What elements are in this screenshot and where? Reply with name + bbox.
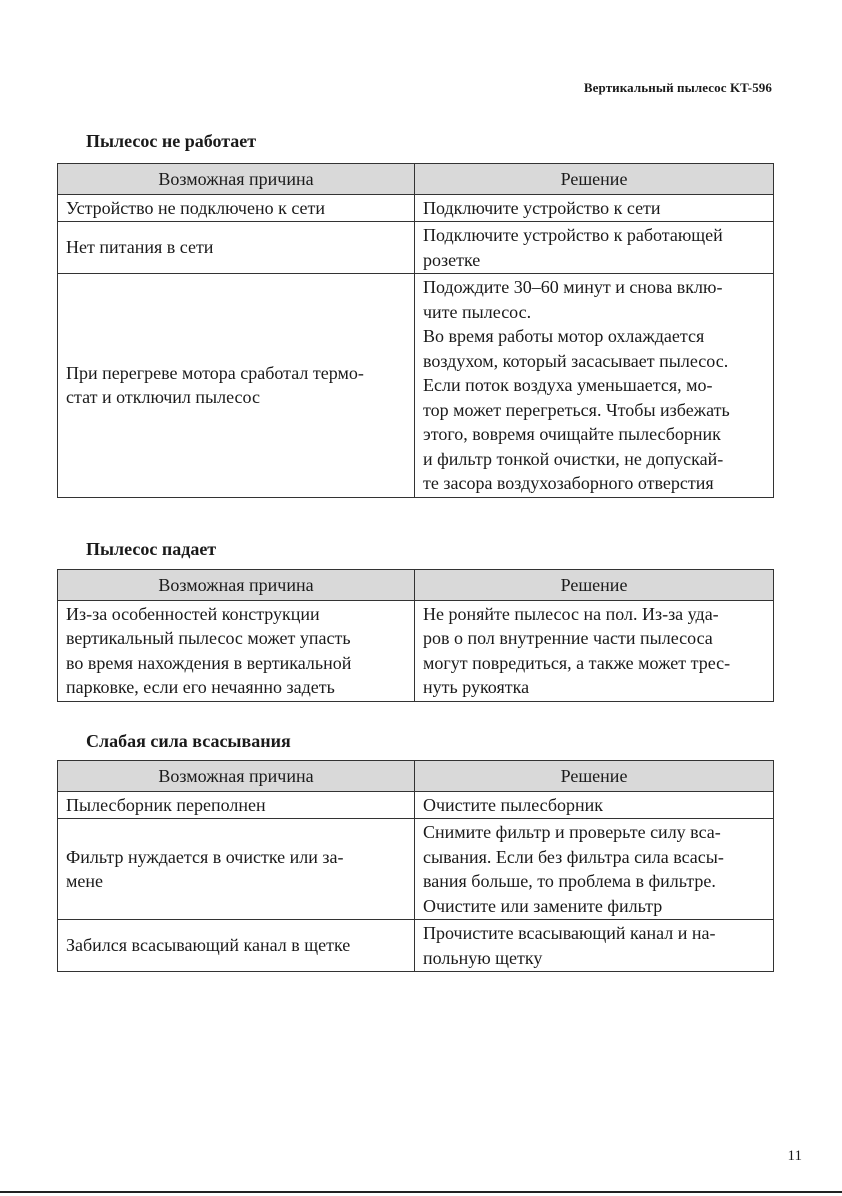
solution-cell: Не роняйте пылесос на пол. Из-за уда- ров о пол внутренние части пылесоса могут повредиться, а также может трес- нуть рукоятка (415, 600, 774, 701)
column-header-solution: Решение (415, 570, 774, 601)
cause-cell: Забился всасывающий канал в щетке (58, 920, 415, 972)
column-header-solution: Решение (415, 761, 774, 792)
section-title-falls-over: Пылесос падает (86, 539, 217, 559)
column-header-cause: Возможная причина (58, 570, 415, 601)
page-number: 11 (787, 1148, 802, 1164)
cause-cell: Нет питания в сети (58, 222, 415, 274)
solution-cell: Подождите 30–60 минут и снова вклю- чите пылесос. Во время работы мотор охлаждается воздухом, который засасывает пылесос. Если поток воздуха уменьшается, мо- тор может перегреться. Чтобы избежать этого, вовремя очищайте пылесборник и фильтр тонкой очистки, не допускай- те засора воздухозаборного отверстия (415, 274, 774, 498)
solution-cell: Прочистите всасывающий канал и на- польную щетку (415, 920, 774, 972)
table-row (58, 600, 774, 701)
column-header-cause: Возможная причина (58, 761, 415, 792)
cause-cell: Из-за особенностей конструкции вертикальный пылесос может упасть во время нахождения в вертикальной парковке, если его нечаянно задеть (58, 600, 415, 701)
cause-cell: При перегреве мотора сработал термо- стат и отключил пылесос (58, 274, 415, 498)
table-row (58, 274, 774, 498)
solution-cell: Снимите фильтр и проверьте силу вса- сывания. Если без фильтра сила всасы- вания больше, то проблема в фильтре. Очистите или замените фильтр (415, 819, 774, 920)
column-header-solution: Решение (415, 164, 774, 195)
table-row (58, 819, 774, 920)
table-header-row (58, 570, 774, 601)
cause-cell: Фильтр нуждается в очистке или за- мене (58, 819, 415, 920)
table-header-row (58, 761, 774, 792)
table-row (58, 222, 774, 274)
troubleshooting-table-falls-over (57, 569, 774, 702)
running-header: Вертикальный пылесос KT-596 (583, 80, 772, 95)
table-row (58, 920, 774, 972)
cause-cell: Пылесборник переполнен (58, 791, 415, 819)
table-header-row (58, 164, 774, 195)
section-title-not-working: Пылесос не работает (86, 131, 257, 151)
table-row (58, 194, 774, 222)
section-title-weak-suction: Слабая сила всасывания (86, 731, 291, 751)
table-row (58, 791, 774, 819)
troubleshooting-table-not-working (57, 163, 774, 498)
cause-cell: Устройство не подключено к сети (58, 194, 415, 222)
solution-cell: Подключите устройство к работающей розетке (415, 222, 774, 274)
column-header-cause: Возможная причина (58, 164, 415, 195)
solution-cell: Очистите пылесборник (415, 791, 774, 819)
bottom-divider (0, 1191, 842, 1193)
solution-cell: Подключите устройство к сети (415, 194, 774, 222)
troubleshooting-table-weak-suction (57, 760, 774, 972)
